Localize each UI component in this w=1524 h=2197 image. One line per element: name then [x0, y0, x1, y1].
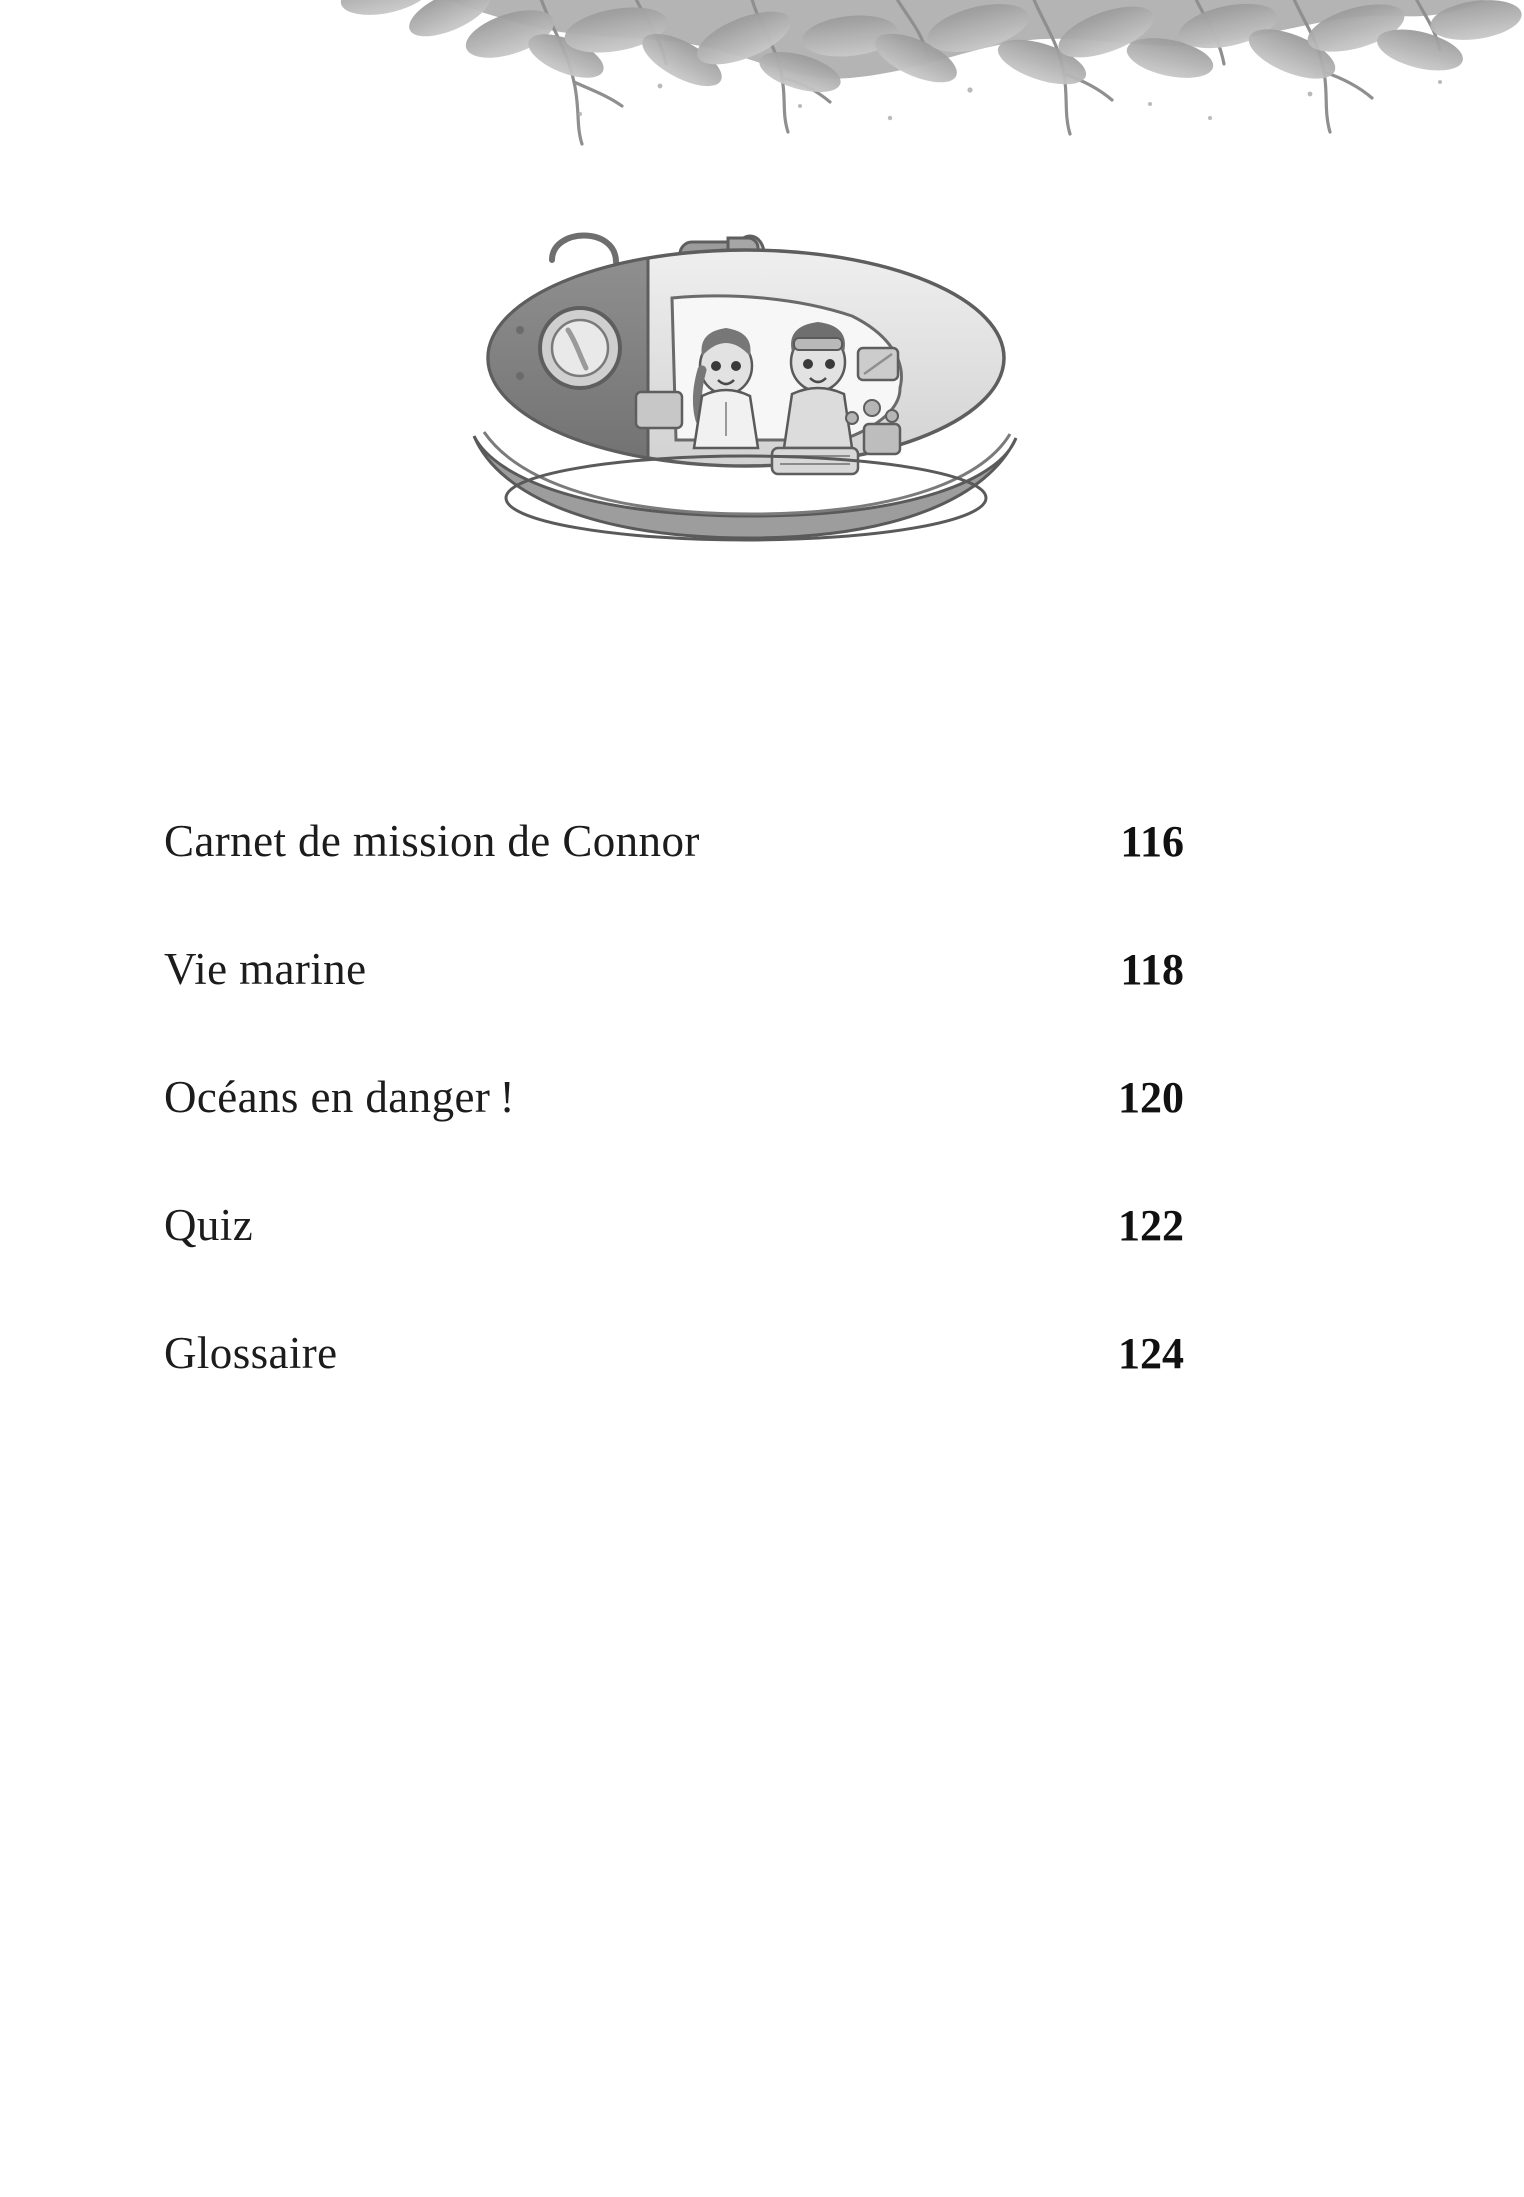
toc-entry[interactable]	[164, 1071, 1284, 1199]
submarine-illustration	[440, 180, 1080, 600]
table-of-contents	[164, 815, 1284, 1455]
toc-entry[interactable]	[164, 943, 1284, 1071]
toc-entry-title: Océans en danger !	[164, 1072, 516, 1122]
toc-entry[interactable]	[164, 1199, 1284, 1327]
mangrove-foliage-illustration	[330, 0, 1524, 171]
toc-entry-title: Glossaire	[164, 1328, 338, 1378]
toc-entry-page-number: 120	[1118, 1073, 1184, 1122]
toc-entry-page-number: 124	[1118, 1329, 1184, 1378]
toc-entry-title: Quiz	[164, 1200, 254, 1250]
toc-entry[interactable]	[164, 815, 1284, 943]
toc-entry[interactable]	[164, 1327, 1284, 1455]
toc-entry-title: Vie marine	[164, 944, 367, 994]
toc-entry-page-number: 118	[1120, 945, 1184, 994]
toc-entry-page-number: 116	[1120, 817, 1184, 866]
toc-entry-page-number: 122	[1118, 1201, 1184, 1250]
toc-entry-title: Carnet de mission de Connor	[164, 816, 700, 866]
